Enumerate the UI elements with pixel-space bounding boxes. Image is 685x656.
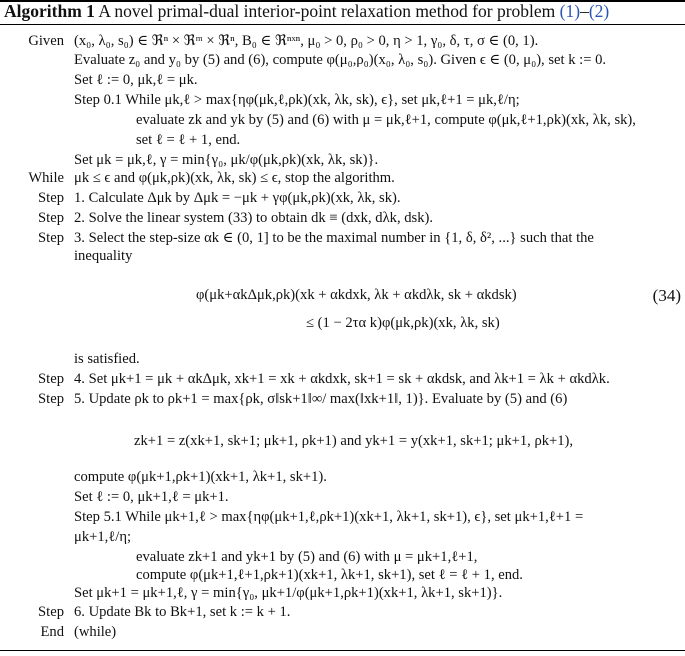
step-5-line-2: compute φ(μk+1,ρk+1)(xk+1, λk+1, sk+1). bbox=[74, 469, 327, 485]
label-while: While bbox=[28, 170, 64, 186]
step-5-1-line-4: compute φ(μk+1,ℓ+1,ρk+1)(xk+1, λk+1, sk+1), set ℓ = ℓ + 1, end. bbox=[136, 567, 523, 583]
equation-34-line-2: ≤ (1 − 2τα k)φ(μk,ρk)(xk, λk, sk) bbox=[306, 315, 500, 331]
step-3-line-3: is satisfied. bbox=[74, 351, 140, 367]
label-step-1: Step bbox=[38, 190, 64, 206]
step-2-line: 2. Solve the linear system (33) to obtain dk ≡ (dxk, dλk, dsk). bbox=[74, 210, 434, 226]
problem-ref-2[interactable]: (2) bbox=[588, 1, 610, 21]
equation-34-line-1: φ(μk+αkΔμk,ρk)(xk + αkdxk, λk + αkdλk, sk + αkdsk) bbox=[196, 287, 517, 303]
step-4-line: 4. Set μk+1 = μk + αkΔμk, xk+1 = xk + αkdxk, sk+1 = sk + αkdsk, and λk+1 = λk + αkdλk. bbox=[74, 371, 610, 387]
given-line-3: Set ℓ := 0, μk,ℓ = μk. bbox=[74, 72, 198, 88]
step-5-equation: zk+1 = z(xk+1, sk+1; μk+1, ρk+1) and yk+1 = y(xk+1, sk+1; μk+1, ρk+1), bbox=[134, 433, 574, 449]
title-rule bbox=[0, 24, 685, 25]
label-end: End bbox=[40, 624, 64, 640]
step-3-line-1: 3. Select the step-size αk ∈ (0, 1] to be the maximal number in {1, δ, δ², ...} such that the bbox=[74, 230, 594, 246]
label-step-5: Step bbox=[38, 391, 64, 407]
while-line: μk ≤ ϵ and φ(μk,ρk)(xk, λk, sk) ≤ ϵ, stop the algorithm. bbox=[74, 170, 395, 186]
step-5-1-line-3: evaluate zk+1 and yk+1 by (5) and (6) with μ = μk+1,ℓ+1, bbox=[136, 549, 478, 565]
step-5-line-1: 5. Update ρk to ρk+1 = max{ρk, σ‖sk+1‖∞/ max(‖xk+1‖, 1)}. Evaluate by (5) and (6) bbox=[74, 391, 568, 407]
step-0-1-line-2: evaluate zk and yk by (5) and (6) with μ = μk,ℓ+1, compute φ(μk,ℓ+1,ρk)(xk, λk, sk), bbox=[136, 112, 636, 128]
equation-number-34: (34) bbox=[652, 286, 681, 305]
step-6-line: 6. Update Bk to Bk+1, set k := k + 1. bbox=[74, 604, 291, 620]
given-line-set-mu: Set μk = μk,ℓ, γ = min{γ₀, μk/φ(μk,ρk)(xk, λk, sk)}. bbox=[74, 152, 379, 168]
step-0-1-line-1: Step 0.1 While μk,ℓ > max{ηφ(μk,ℓ,ρk)(xk, λk, sk), ϵ}, set μk,ℓ+1 = μk,ℓ/η; bbox=[74, 92, 520, 108]
step-5-1-line-1: Step 5.1 While μk+1,ℓ > max{ηφ(μk+1,ℓ,ρk+1)(xk+1, λk+1, sk+1), ϵ}, set μk+1,ℓ+1 = bbox=[74, 509, 584, 525]
label-step-4: Step bbox=[38, 371, 64, 387]
step-0-1-line-3: set ℓ = ℓ + 1, end. bbox=[136, 132, 241, 148]
label-given: Given bbox=[28, 33, 64, 49]
algorithm-title bbox=[4, 1, 609, 22]
step-5-1-line-2: μk+1,ℓ/η; bbox=[74, 529, 132, 545]
step-5-line-3: Set ℓ := 0, μk+1,ℓ = μk+1. bbox=[74, 489, 229, 505]
problem-ref-1[interactable]: (1) bbox=[559, 1, 581, 21]
label-step-2: Step bbox=[38, 210, 64, 226]
given-line-1: (x₀, λ₀, s₀) ∈ ℜⁿ × ℜᵐ × ℜⁿ, B₀ ∈ ℜⁿˣⁿ, μ₀ > 0, ρ₀ > 0, η > 1, γ₀, δ, τ, σ ∈ (0, 1). bbox=[74, 33, 539, 49]
label-step-6: Step bbox=[38, 604, 64, 620]
title-dash: – bbox=[580, 1, 589, 21]
bottom-rule bbox=[0, 650, 685, 651]
step-5-line-set-mu: Set μk+1 = μk+1,ℓ, γ = min{γ₀, μk+1/φ(μk+1,ρk+1)(xk+1, λk+1, sk+1)}. bbox=[74, 585, 503, 601]
label-step-3: Step bbox=[38, 230, 64, 246]
step-1-line: 1. Calculate Δμk by Δμk = −μk + γφ(μk,ρk)(xk, λk, sk). bbox=[74, 190, 401, 206]
algorithm-title-text: A novel primal-dual interior-point relaxation method for problem bbox=[98, 1, 556, 21]
given-line-2: Evaluate z₀ and y₀ by (5) and (6), compute φ(μ₀,ρ₀)(x₀, λ₀, s₀). Given ϵ ∈ (0, μ₀), set k := 0. bbox=[74, 52, 607, 68]
step-3-line-2: inequality bbox=[74, 248, 133, 264]
end-line: (while) bbox=[74, 624, 117, 640]
algorithm-label: Algorithm 1 bbox=[4, 1, 95, 21]
